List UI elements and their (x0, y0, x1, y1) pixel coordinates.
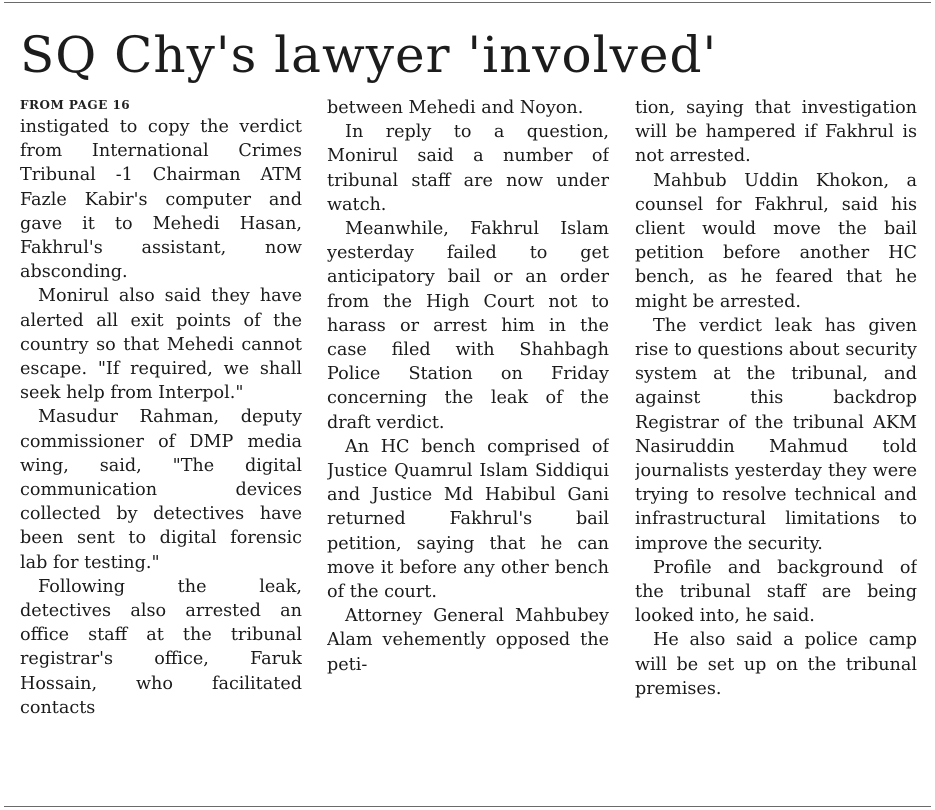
paragraph: In reply to a question, Monirul said a number of tribunal staff are now under watch. (327, 122, 609, 215)
paragraph: He also said a police camp will be set up on the tribunal premises. (635, 630, 917, 699)
top-rule (4, 2, 931, 3)
paragraph: Following the leak, detectives also arrested an office staff at the tribunal registrar's office, Faruk Hossain, who facilitated contacts (20, 576, 302, 718)
headline: SQ Chy's lawyer 'involved' (20, 26, 718, 84)
bottom-rule (4, 806, 931, 807)
paragraph: between Mehedi and Noyon. (327, 98, 584, 118)
paragraph: Profile and background of the tribunal staff are being looked into, he said. (635, 557, 917, 627)
paragraph: The verdict leak has given rise to questions about security system at the tribunal, and against this backdrop Registrar of the tribunal AKM Nasiruddin Mahmud told journalists yesterday they were trying to resolve technical and infrastructural limitations to improve the security. (635, 315, 917, 554)
article-column-1 (20, 96, 302, 802)
paragraph: instigated to copy the verdict from International Crimes Tribunal -1 Chairman ATM Fazle Kabir's computer and gave it to Mehedi Hasan, Fakhrul's assistant, now absconding. (20, 117, 302, 283)
paragraph: Monirul also said they have alerted all exit points of the country so that Mehedi cannot escape. "If required, we shall seek help from Interpol." (20, 286, 302, 404)
article-column-2 (327, 96, 609, 802)
paragraph: Meanwhile, Fakhrul Islam yesterday failed to get anticipatory bail or an order from the High Court not to harass or arrest him in the case filed with Shahbagh Police Station on Friday concerning the leak of the draft verdict. (327, 219, 609, 433)
paragraph: Mahbub Uddin Khokon, a counsel for Fakhrul, said his client would move the bail petition before another HC bench, as he feared that he might be arrested. (635, 170, 917, 312)
continuation-kicker: FROM PAGE 16 (20, 98, 131, 112)
paragraph: tion, saying that investigation will be hampered if Fakhrul is not arrested. (635, 98, 917, 167)
paragraph: An HC bench comprised of Justice Quamrul Islam Siddiqui and Justice Md Habibul Gani returned Fakhrul's bail petition, saying that he can move it before any other bench of the court. (327, 436, 609, 603)
paragraph: Masudur Rahman, deputy commissioner of DMP media wing, said, "The digital communication devices collected by detectives have been sent to digital forensic lab for testing." (20, 407, 302, 573)
article-column-3 (635, 96, 917, 802)
paragraph: Attorney General Mahbubey Alam vehemently opposed the peti- (327, 606, 609, 675)
